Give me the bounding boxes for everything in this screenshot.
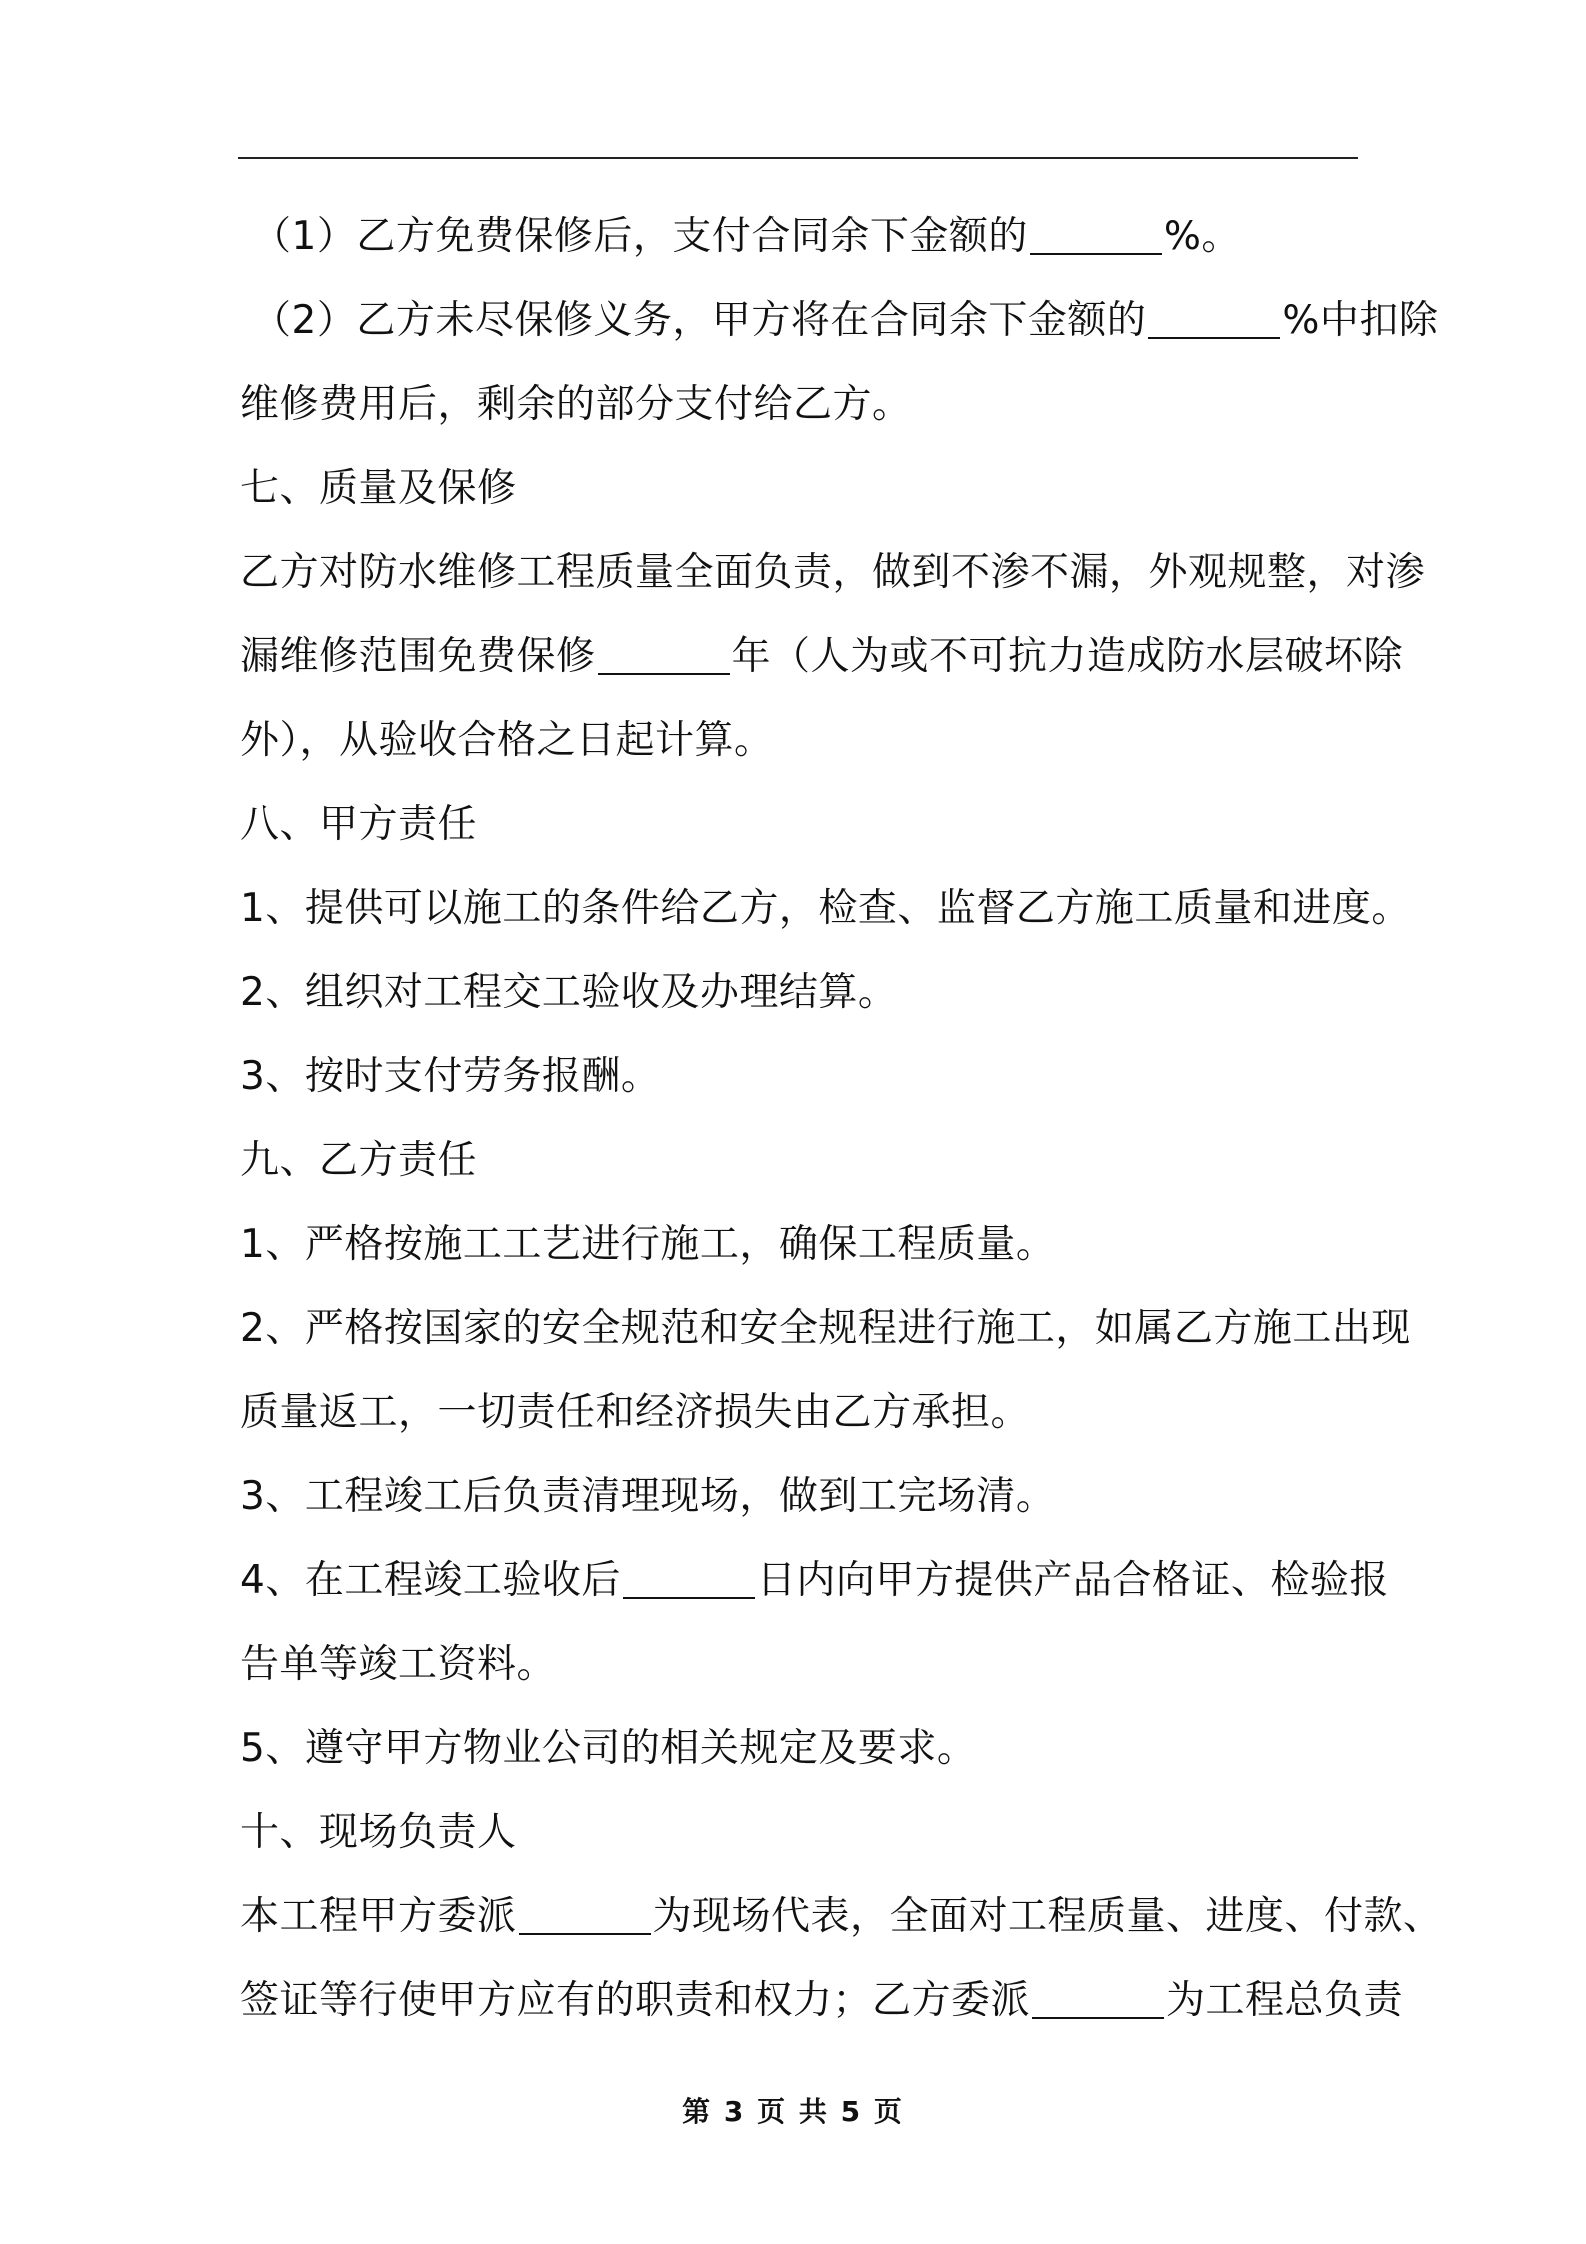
list-item: 2、严格按国家的安全规范和安全规程进行施工，如属乙方施工出现 <box>240 1306 1411 1351</box>
paragraph-line: 质量返工，一切责任和经济损失由乙方承担。 <box>240 1390 1031 1435</box>
section-heading: 九、乙方责任 <box>240 1138 478 1183</box>
list-item: 4、在工程竣工验收后 日内向甲方提供产品合格证、检验报 <box>240 1558 1389 1603</box>
paragraph-line: 告单等竣工资料。 <box>240 1642 557 1687</box>
fill-in-blank[interactable] <box>1148 299 1280 339</box>
paragraph-line: 本工程甲方委派 为现场代表，全面对工程质量、进度、付款、 <box>240 1894 1443 1939</box>
fill-in-blank[interactable] <box>623 1559 755 1599</box>
section-heading: 八、甲方责任 <box>240 802 478 847</box>
header-rule <box>238 157 1358 159</box>
paragraph-line: 漏维修范围免费保修 年（人为或不可抗力造成防水层破坏除 <box>240 634 1404 679</box>
fill-in-blank[interactable] <box>519 1895 651 1935</box>
list-item: 5、遵守甲方物业公司的相关规定及要求。 <box>240 1726 977 1771</box>
fill-in-blank[interactable] <box>1032 1979 1164 2019</box>
paragraph-line: 乙方对防水维修工程质量全面负责，做到不渗不漏，外观规整，对渗 <box>240 550 1426 595</box>
section-heading: 七、质量及保修 <box>240 466 517 511</box>
paragraph-line: （2）乙方未尽保修义务，甲方将在合同余下金额的 %中扣除 <box>252 298 1439 343</box>
list-item: 1、严格按施工工艺进行施工，确保工程质量。 <box>240 1222 1056 1267</box>
paragraph-line: 签证等行使甲方应有的职责和权力；乙方委派 为工程总负责 <box>240 1978 1404 2023</box>
list-item: 1、提供可以施工的条件给乙方，检查、监督乙方施工质量和进度。 <box>240 886 1411 931</box>
list-item: 3、按时支付劳务报酬。 <box>240 1054 661 1099</box>
page-number-footer: 第 3 页 共 5 页 <box>682 2095 904 2128</box>
paragraph-line: （1）乙方免费保修后，支付合同余下金额的 %。 <box>252 214 1241 259</box>
section-heading: 十、现场负责人 <box>240 1810 517 1855</box>
list-item: 3、工程竣工后负责清理现场，做到工完场清。 <box>240 1474 1056 1519</box>
fill-in-blank[interactable] <box>1030 215 1162 255</box>
list-item: 2、组织对工程交工验收及办理结算。 <box>240 970 898 1015</box>
paragraph-line: 外），从验收合格之日起计算。 <box>240 718 774 763</box>
paragraph-line: 维修费用后，剩余的部分支付给乙方。 <box>240 382 912 427</box>
fill-in-blank[interactable] <box>598 635 730 675</box>
